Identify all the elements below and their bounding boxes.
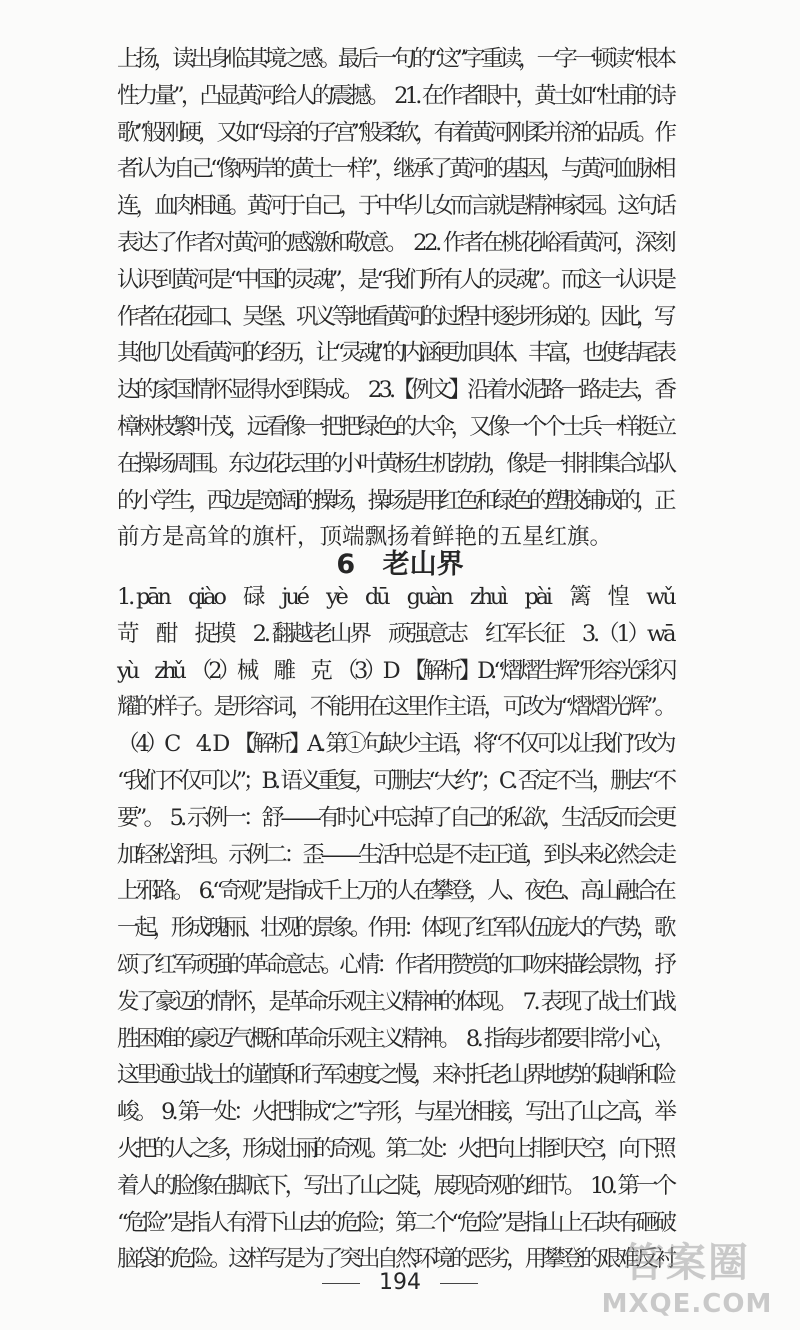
section-number: 6 xyxy=(336,549,356,580)
text-line: 作者在花园口、吴堡、巩义等地看黄河的过程中逐步形成的。因此，写 xyxy=(117,303,672,330)
text-line: 加轻松舒坦。示例二：歪——生活中总是不走正道，到头来必然会走 xyxy=(117,841,674,868)
section-heading xyxy=(0,548,800,582)
text-line: 1. pān qiào 碌 jué yè dū guàn zhuì pài 篱 惶 wǔ xyxy=(117,584,674,610)
text-line: 认识到黄河是“中国的灵魂”，是“我们所有人的灵魂”。而这一认识是 xyxy=(117,266,674,293)
text-line: 一起，形成瑰丽、壮观的景象。作用：体现了红军队伍庞大的气势，歌 xyxy=(117,915,672,942)
page-number-right-rule xyxy=(440,1283,478,1284)
text-line: “危险”是指人有滑下山去的危险；第二个“危险”是指山上石块有砸破 xyxy=(117,1209,674,1236)
text-line: 发了豪迈的情怀，是革命乐观主义精神的体现。 7. 表现了战士们战 xyxy=(117,988,674,1015)
watermark-url: MXQE.COM xyxy=(601,1289,773,1319)
text-line: 樟树枝繁叶茂，远看像一把把绿色的大伞，又像一个个士兵一样挺立 xyxy=(117,414,674,440)
text-line: 苛 酣 捉摸 2. 翻越老山界 顽强意志 红军长征 3.（1）wā xyxy=(117,620,674,647)
text-line: 着人的脸像在脚底下，写出了山之陡，展现奇观的细节。 10. 第一个 xyxy=(117,1172,674,1199)
watermark-brand: 答案圈 xyxy=(624,1240,750,1286)
text-line: 要”。 5. 示例一：舒——有时心中忘掉了自己的私欲，生活反而会更 xyxy=(117,804,674,831)
text-line: 峻。 9. 第一处：火把排成“之”字形，与星光相接，写出了山之高，举 xyxy=(117,1099,673,1126)
text-line: 连，血肉相通。黄河于自己，于中华儿女而言就是精神家园。这句话 xyxy=(117,193,674,220)
text-line: 颂了红军顽强的革命意志。心情：作者用赞赏的口吻来描绘景物，抒 xyxy=(117,952,674,978)
text-line: 歌”般刚硬，又如“母亲的子宫”般柔软，有着黄河刚柔并济的品质。作 xyxy=(117,119,673,146)
text-line: 上邪路。 6.“奇观”是指成千上万的人在攀登，人、夜色、高山融合在 xyxy=(117,878,673,905)
text-line: 达的家国情怀显得水到渠成。 23.【例文】沿着水泥路一路走去，香 xyxy=(117,377,674,404)
section-title: 老山界 xyxy=(382,549,464,580)
text-line: 其他几处看黄河的经历，让“灵魂”的内涵更加具体、丰富，也使结尾表 xyxy=(117,340,673,367)
text-line: 胜困难的豪迈气概和革命乐观主义精神。 8. 指每步都要非常小心， xyxy=(117,1025,674,1052)
text-line: 脑袋的危险。这样写是为了突出自然环境的恶劣，用攀登的艰难反衬 xyxy=(117,1246,674,1273)
text-line: “我们不仅可以”；B. 语义重复，可删去“大约”；C. 否定不当，删去“不 xyxy=(117,768,674,794)
text-line: yù zhǔ （2）械 雕 克 （3）D 【解析】D.“熠熠生辉”形容光彩闪 xyxy=(117,657,674,684)
text-line: 表达了作者对黄河的感激和敬意。 22. 作者在桃花峪看黄河，深刻 xyxy=(117,230,674,256)
text-line: 者认为自己“像两岸的黄土一样”，继承了黄河的基因，与黄河血脉相 xyxy=(117,156,673,183)
text-line: 上扬，读出身临其境之感。最后一句的“这”字重读，一字一顿读“根本 xyxy=(117,46,673,72)
text-line: 性力量”，凸显黄河给人的震撼。 21. 在作者眼中，黄土如“杜甫的诗 xyxy=(117,82,673,109)
text-line: 这里通过战士的谨慎和行军速度之慢，来衬托老山界地势的陡峭和险 xyxy=(117,1062,674,1089)
text-line: 在操场周围。东边花坛里的小叶黄杨生机勃勃，像是一排排集合站队 xyxy=(117,450,674,477)
text-line: 的小学生，西边是宽阔的操场，操场是用红色和绿色的塑胶铺成的，正 xyxy=(117,487,672,514)
watermark xyxy=(592,1238,782,1320)
text-line: （4）C 4. D 【解析】A. 第①句缺少主语，将“不仅可以让我们”改为 xyxy=(117,731,673,758)
text-line: 耀的样子。是形容词，不能用在这里作主语，可改为“熠熠光辉”。 xyxy=(117,694,674,721)
text-line: 前方是高耸的旗杆，顶端飘扬着鲜艳的五星红旗。 xyxy=(117,524,613,551)
text-line: 火把的人之多，形成壮丽的奇观。第二处：火把向上排到天空，向下照 xyxy=(117,1136,672,1162)
page-number-text: 194 xyxy=(379,1270,421,1295)
page-number-left-rule xyxy=(322,1283,360,1284)
